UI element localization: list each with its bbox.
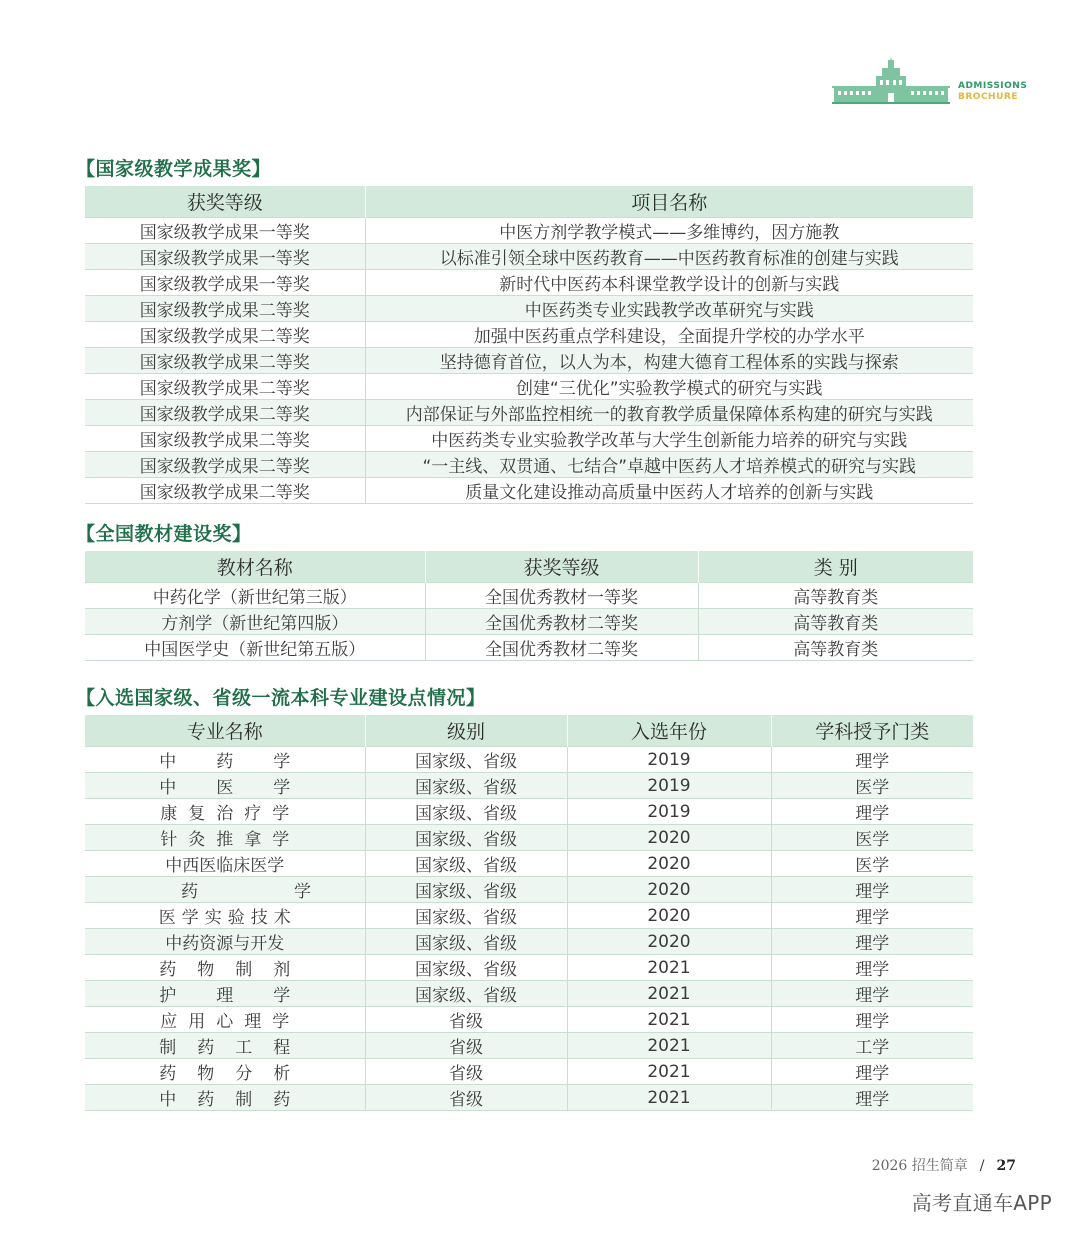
- table-cell: 药学: [85, 877, 365, 903]
- table-cell: 中药资源与开发: [85, 929, 365, 955]
- table-cell: 2021: [567, 981, 771, 1007]
- footer-brochure-label: 2026 招生简章: [871, 1158, 968, 1174]
- table-cell: 国家级教学成果二等奖: [85, 296, 365, 322]
- column-header: 获奖等级: [85, 186, 365, 218]
- table-row: [85, 877, 973, 903]
- table-cell: 工学: [771, 1033, 973, 1059]
- column-header: 学科授予门类: [771, 715, 973, 747]
- section-title-teaching-awards: 【国家级教学成果奖】: [76, 158, 272, 180]
- table-cell: 全国优秀教材一等奖: [425, 583, 698, 609]
- first-class-majors-table: [85, 715, 973, 1111]
- table-cell: 理学: [771, 747, 973, 773]
- table-cell: 国家级教学成果二等奖: [85, 374, 365, 400]
- table-row: [85, 348, 973, 374]
- table-cell: 国家级教学成果二等奖: [85, 478, 365, 504]
- table-cell: 2021: [567, 1085, 771, 1111]
- table-cell: 中医学: [85, 773, 365, 799]
- table-cell: 国家级、省级: [365, 799, 567, 825]
- table-cell: 高等教育类: [698, 609, 973, 635]
- table-cell: 以标准引领全球中医药教育——中医药教育标准的创建与实践: [365, 244, 973, 270]
- table-cell: 坚持德育首位，以人为本，构建大德育工程体系的实践与探索: [365, 348, 973, 374]
- table-cell: 中国医学史（新世纪第五版）: [85, 635, 425, 661]
- page-number: 27: [996, 1158, 1016, 1174]
- table-cell: 国家级、省级: [365, 747, 567, 773]
- table-row: [85, 825, 973, 851]
- table-row: [85, 452, 973, 478]
- table-cell: 省级: [365, 1085, 567, 1111]
- table-cell: 国家级教学成果二等奖: [85, 348, 365, 374]
- table-row: [85, 981, 973, 1007]
- table-cell: 理学: [771, 1059, 973, 1085]
- table-body: [85, 218, 973, 504]
- table-cell: 中医药类专业实验教学改革与大学生创新能力培养的研究与实践: [365, 426, 973, 452]
- column-header: 项目名称: [365, 186, 973, 218]
- table-cell: 2019: [567, 747, 771, 773]
- table-row: [85, 635, 973, 661]
- table-cell: 国家级教学成果二等奖: [85, 452, 365, 478]
- table-row: [85, 296, 973, 322]
- table-cell: “一主线、双贯通、七结合”卓越中医药人才培养模式的研究与实践: [365, 452, 973, 478]
- column-header: 类 别: [698, 551, 973, 583]
- table-cell: 药物分析: [85, 1059, 365, 1085]
- table-cell: 医学: [771, 851, 973, 877]
- table-cell: 2019: [567, 773, 771, 799]
- footer-separator: /: [979, 1158, 985, 1174]
- table-row: [85, 244, 973, 270]
- table-cell: 理学: [771, 877, 973, 903]
- table-row: [85, 955, 973, 981]
- table-cell: 理学: [771, 799, 973, 825]
- table-cell: 理学: [771, 929, 973, 955]
- table-cell: 国家级、省级: [365, 825, 567, 851]
- table-cell: 内部保证与外部监控相统一的教育教学质量保障体系构建的研究与实践: [365, 400, 973, 426]
- column-header: 专业名称: [85, 715, 365, 747]
- table-cell: 中药制药: [85, 1085, 365, 1111]
- table-cell: 全国优秀教材二等奖: [425, 609, 698, 635]
- page-footer: [872, 1155, 1016, 1175]
- table-row: [85, 218, 973, 244]
- table-row: [85, 270, 973, 296]
- table-row: [85, 1059, 973, 1085]
- table-cell: 国家级、省级: [365, 929, 567, 955]
- column-header: 获奖等级: [425, 551, 698, 583]
- table-cell: 国家级、省级: [365, 851, 567, 877]
- table-row: [85, 1085, 973, 1111]
- table-cell: 医学: [771, 825, 973, 851]
- brochure-logo: [832, 58, 1032, 108]
- teaching-awards-table: [85, 186, 973, 504]
- table-cell: 国家级教学成果二等奖: [85, 426, 365, 452]
- table-body: [85, 747, 973, 1111]
- brochure-label-line1: ADMISSIONS: [958, 81, 1028, 91]
- table-cell: 省级: [365, 1059, 567, 1085]
- column-header: 入选年份: [567, 715, 771, 747]
- table-cell: 中药学: [85, 747, 365, 773]
- table-cell: 国家级、省级: [365, 903, 567, 929]
- table-cell: 2020: [567, 877, 771, 903]
- table-row: [85, 609, 973, 635]
- table-row: [85, 903, 973, 929]
- brochure-label-line2: BROCHURE: [958, 92, 1018, 102]
- table-cell: 2021: [567, 955, 771, 981]
- table-cell: 2020: [567, 903, 771, 929]
- table-cell: 2021: [567, 1033, 771, 1059]
- brochure-label: [958, 81, 1027, 103]
- watermark: 高考直通车APP: [911, 1191, 1052, 1215]
- table-cell: 创建“三优化”实验教学模式的研究与实践: [365, 374, 973, 400]
- table-cell: 中医方剂学教学模式——多维博约，因方施教: [365, 218, 973, 244]
- table-cell: 国家级、省级: [365, 877, 567, 903]
- section-title-textbook-awards: 【全国教材建设奖】: [76, 523, 252, 545]
- table-row: [85, 426, 973, 452]
- table-cell: 国家级教学成果一等奖: [85, 270, 365, 296]
- table-cell: 质量文化建设推动高质量中医药人才培养的创新与实践: [365, 478, 973, 504]
- table-cell: 医学: [771, 773, 973, 799]
- table-row: [85, 1007, 973, 1033]
- column-header: 级别: [365, 715, 567, 747]
- table-row: [85, 773, 973, 799]
- table-row: [85, 322, 973, 348]
- textbook-awards-table: [85, 551, 973, 661]
- table-cell: 理学: [771, 903, 973, 929]
- table-cell: 理学: [771, 955, 973, 981]
- table-cell: 中西医临床医学: [85, 851, 365, 877]
- table-header-row: [85, 186, 973, 218]
- table-cell: 理学: [771, 1085, 973, 1111]
- table-row: [85, 583, 973, 609]
- table-cell: 2020: [567, 825, 771, 851]
- table-cell: 国家级、省级: [365, 955, 567, 981]
- table-row: [85, 478, 973, 504]
- table-cell: 中医药类专业实践教学改革研究与实践: [365, 296, 973, 322]
- table-cell: 中药化学（新世纪第三版）: [85, 583, 425, 609]
- column-header: 教材名称: [85, 551, 425, 583]
- table-header-row: [85, 715, 973, 747]
- table-header-row: [85, 551, 973, 583]
- table-cell: 全国优秀教材二等奖: [425, 635, 698, 661]
- table-cell: 2021: [567, 1007, 771, 1033]
- section-title-first-class-majors: 【入选国家级、省级一流本科专业建设点情况】: [76, 687, 486, 709]
- table-body: [85, 583, 973, 661]
- table-cell: 理学: [771, 1007, 973, 1033]
- table-cell: 2020: [567, 929, 771, 955]
- table-cell: 医学实验技术: [85, 903, 365, 929]
- table-cell: 国家级教学成果二等奖: [85, 400, 365, 426]
- table-cell: 制药工程: [85, 1033, 365, 1059]
- table-cell: 针灸推拿学: [85, 825, 365, 851]
- table-cell: 加强中医药重点学科建设，全面提升学校的办学水平: [365, 322, 973, 348]
- table-cell: 2021: [567, 1059, 771, 1085]
- table-cell: 省级: [365, 1007, 567, 1033]
- table-cell: 方剂学（新世纪第四版）: [85, 609, 425, 635]
- table-row: [85, 799, 973, 825]
- table-cell: 国家级教学成果二等奖: [85, 322, 365, 348]
- table-cell: 2019: [567, 799, 771, 825]
- table-cell: 高等教育类: [698, 635, 973, 661]
- table-cell: 国家级教学成果一等奖: [85, 218, 365, 244]
- table-cell: 国家级、省级: [365, 773, 567, 799]
- table-cell: 国家级、省级: [365, 981, 567, 1007]
- table-cell: 康复治疗学: [85, 799, 365, 825]
- table-cell: 2020: [567, 851, 771, 877]
- table-cell: 高等教育类: [698, 583, 973, 609]
- table-cell: 新时代中医药本科课堂教学设计的创新与实践: [365, 270, 973, 296]
- table-cell: 省级: [365, 1033, 567, 1059]
- table-row: [85, 929, 973, 955]
- table-row: [85, 374, 973, 400]
- table-cell: 药物制剂: [85, 955, 365, 981]
- table-cell: 国家级教学成果一等奖: [85, 244, 365, 270]
- table-row: [85, 747, 973, 773]
- table-cell: 护理学: [85, 981, 365, 1007]
- table-row: [85, 851, 973, 877]
- table-cell: 应用心理学: [85, 1007, 365, 1033]
- table-row: [85, 1033, 973, 1059]
- table-cell: 理学: [771, 981, 973, 1007]
- table-row: [85, 400, 973, 426]
- building-icon: [832, 58, 950, 106]
